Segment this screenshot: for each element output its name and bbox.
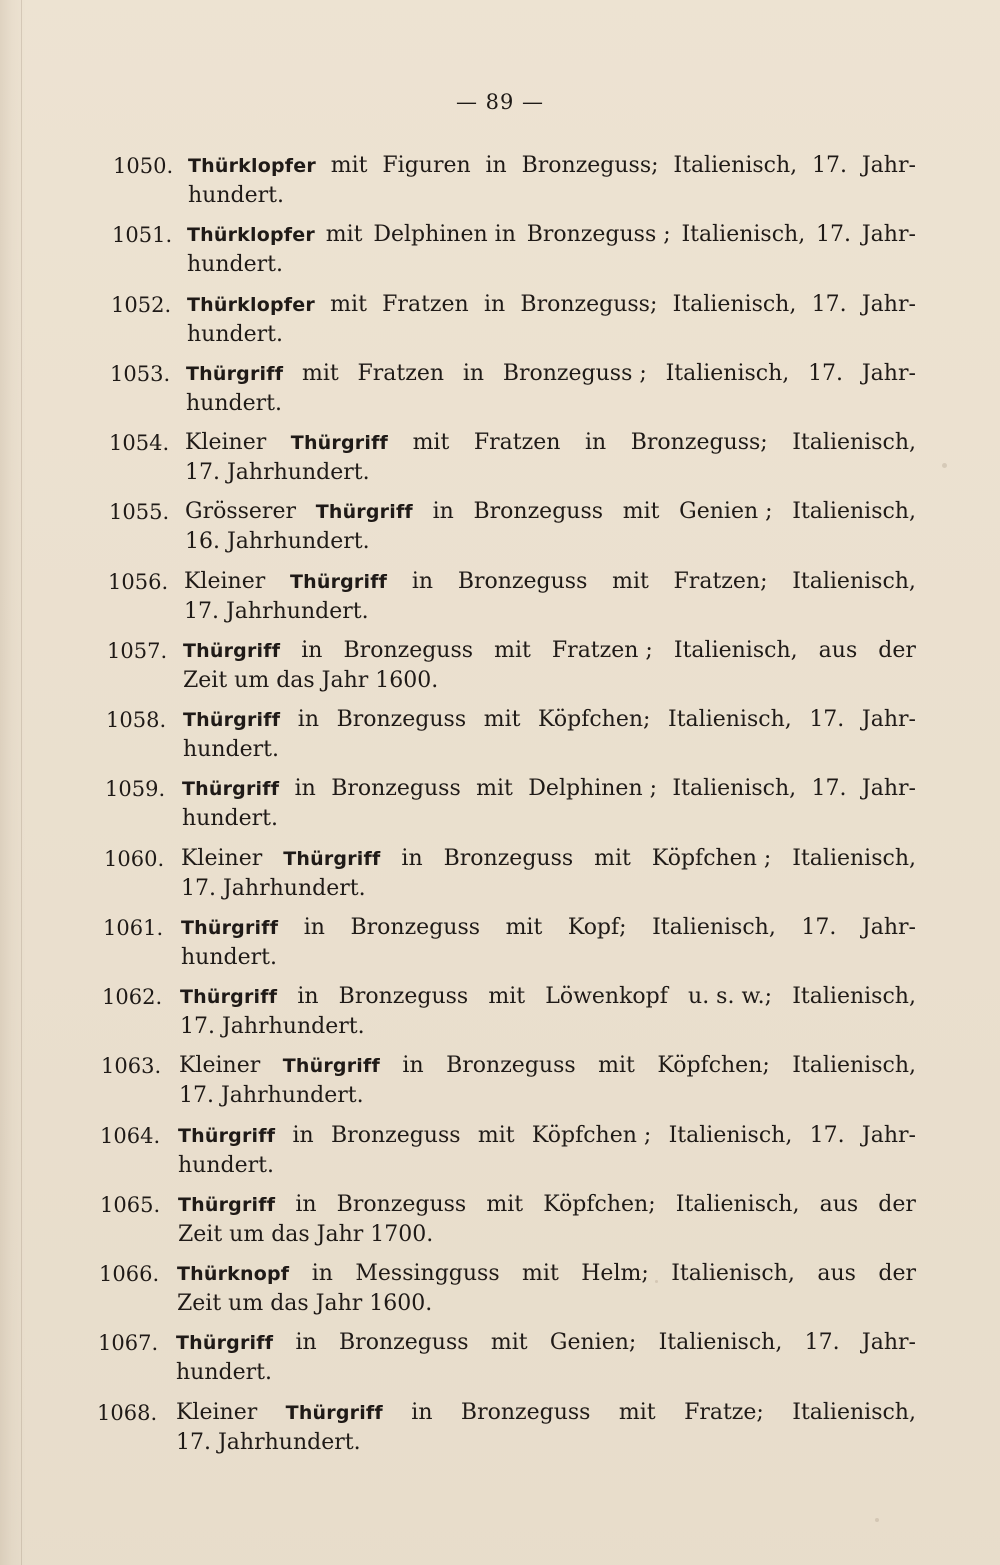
entry-word: der bbox=[878, 1261, 916, 1286]
entry-word: Jahr- bbox=[861, 153, 916, 178]
entry-number: 1060. bbox=[104, 847, 165, 871]
entry-word: in bbox=[402, 1053, 424, 1078]
entry-second-line: 17. Jahrhundert. bbox=[185, 460, 370, 485]
paper-spot bbox=[875, 1518, 879, 1522]
entry-first-line bbox=[182, 774, 916, 804]
entry-first-line bbox=[176, 1398, 916, 1428]
entry-word: in bbox=[295, 1330, 317, 1355]
catalogue-entry bbox=[0, 220, 1000, 284]
entry-word: mit bbox=[505, 915, 543, 940]
entry-word: in bbox=[483, 292, 506, 317]
entry-word: Fratzen bbox=[473, 430, 561, 455]
entry-number: 1062. bbox=[102, 985, 163, 1009]
entry-word: Fratzen bbox=[382, 292, 469, 317]
entry-word: in bbox=[401, 846, 423, 871]
entry-object-term: Thürgriff bbox=[178, 1125, 276, 1147]
entry-word: Bronzeguss bbox=[336, 1192, 467, 1217]
entry-word: 17. bbox=[816, 222, 852, 247]
entry-number: 1059. bbox=[105, 777, 166, 801]
entry-first-line bbox=[179, 1051, 916, 1081]
entry-word: Kopf; bbox=[567, 915, 627, 940]
entry-word: Bronzeguss ; bbox=[502, 361, 647, 386]
entry-word: Delphinen in bbox=[373, 222, 516, 247]
entry-second-line: hundert. bbox=[186, 391, 282, 416]
entry-word: Delphinen ; bbox=[528, 776, 658, 801]
entry-word: Italienisch, bbox=[652, 915, 776, 940]
entry-number: 1055. bbox=[109, 500, 170, 524]
catalogue-entry bbox=[0, 1398, 1000, 1462]
entry-second-line: 16. Jahrhundert. bbox=[185, 529, 370, 554]
entry-word: Genien ; bbox=[679, 499, 773, 524]
entry-object-term: Thürgriff bbox=[183, 709, 281, 731]
entry-word: Italienisch, bbox=[668, 1123, 793, 1148]
paper-spot bbox=[655, 1280, 658, 1283]
entry-word: Löwenkopf bbox=[545, 984, 668, 1009]
entry-first-line bbox=[184, 567, 916, 597]
entry-first-line bbox=[176, 1328, 916, 1358]
entry-word: Fratzen; bbox=[673, 569, 768, 594]
entry-word: Italienisch, bbox=[672, 292, 797, 317]
entry-word: 17. bbox=[804, 1330, 840, 1355]
entry-second-line: 17. Jahrhundert. bbox=[180, 1014, 365, 1039]
entry-object-term: Thürgriff bbox=[289, 571, 388, 593]
entry-number: 1052. bbox=[111, 293, 172, 317]
entry-word: Bronzeguss bbox=[443, 846, 574, 871]
entry-word: Kleiner bbox=[181, 846, 263, 871]
entry-number: 1061. bbox=[103, 916, 164, 940]
entry-word: Italienisch, bbox=[672, 776, 797, 801]
entry-word: Grösserer bbox=[185, 499, 296, 524]
entry-word: mit bbox=[598, 1053, 635, 1078]
entry-word: Bronzeguss bbox=[336, 707, 467, 732]
entry-word: Italienisch, bbox=[792, 499, 916, 524]
entry-first-line bbox=[178, 1190, 916, 1220]
entry-word: mit bbox=[612, 569, 649, 594]
entry-word: Messingguss bbox=[355, 1261, 500, 1286]
entry-second-line: hundert. bbox=[187, 322, 283, 347]
entry-word: Genien; bbox=[549, 1330, 637, 1355]
entry-first-line bbox=[181, 844, 916, 874]
catalogue-entry bbox=[0, 1121, 1000, 1185]
entry-word: Fratze; bbox=[684, 1400, 764, 1425]
entry-object-term: Thürklopfer bbox=[188, 155, 316, 177]
entry-word: Fratzen bbox=[357, 361, 445, 386]
entry-word: Jahr- bbox=[861, 915, 916, 940]
entry-word: in bbox=[301, 638, 323, 663]
entry-word: Bronzeguss bbox=[331, 1123, 461, 1148]
paper-spot bbox=[942, 463, 947, 468]
entry-word: Italienisch, bbox=[668, 707, 792, 732]
entry-word: mit bbox=[483, 707, 521, 732]
catalogue-entry bbox=[0, 290, 1000, 354]
entry-number: 1050. bbox=[113, 154, 174, 178]
entry-word: Italienisch, bbox=[671, 1261, 795, 1286]
catalogue-entry bbox=[0, 913, 1000, 977]
entry-word: in bbox=[297, 707, 319, 732]
entry-word: Jahr- bbox=[861, 1330, 916, 1355]
entry-word: Italienisch, bbox=[792, 984, 916, 1009]
entry-first-line bbox=[185, 428, 916, 458]
entry-second-line: hundert. bbox=[181, 945, 277, 970]
entry-word: 17. bbox=[809, 707, 845, 732]
entry-number: 1051. bbox=[112, 223, 173, 247]
entry-number: 1054. bbox=[109, 431, 170, 455]
entry-first-line bbox=[180, 982, 916, 1012]
entry-word: Italienisch, bbox=[792, 569, 916, 594]
entry-word: aus bbox=[817, 1261, 856, 1286]
entry-word: Bronzeguss bbox=[457, 569, 588, 594]
entry-object-term: Thürklopfer bbox=[187, 224, 315, 246]
entry-word: in bbox=[297, 984, 319, 1009]
entry-second-line: hundert. bbox=[178, 1153, 274, 1178]
entry-word: mit bbox=[494, 638, 531, 663]
entry-second-line: Zeit um das Jahr 1600. bbox=[177, 1291, 433, 1316]
entry-second-line: hundert. bbox=[176, 1360, 272, 1385]
catalogue-entry bbox=[0, 705, 1000, 769]
entry-object-term: Thürgriff bbox=[178, 1194, 276, 1216]
catalogue-entry bbox=[0, 636, 1000, 700]
entry-word: 17. bbox=[809, 1123, 845, 1148]
entry-word: mit bbox=[594, 846, 631, 871]
entry-number: 1063. bbox=[101, 1054, 162, 1078]
entry-word: Kleiner bbox=[176, 1400, 258, 1425]
catalogue-entry bbox=[0, 844, 1000, 908]
entry-word: Italienisch, bbox=[673, 638, 798, 663]
entry-number: 1056. bbox=[108, 570, 169, 594]
entry-word: in bbox=[303, 915, 325, 940]
entry-word: Kleiner bbox=[185, 430, 267, 455]
entry-word: in bbox=[294, 776, 316, 801]
entry-second-line: Zeit um das Jahr 1600. bbox=[183, 668, 439, 693]
entry-second-line: hundert. bbox=[183, 737, 279, 762]
entry-word: mit bbox=[330, 153, 368, 178]
entry-word: Kleiner bbox=[184, 569, 266, 594]
entry-word: Italienisch, bbox=[675, 1192, 800, 1217]
entry-word: Köpfchen; bbox=[538, 707, 651, 732]
entry-word: 17. bbox=[811, 292, 847, 317]
entry-word: Figuren bbox=[382, 153, 471, 178]
entry-object-term: Thürgriff bbox=[285, 1402, 383, 1424]
entry-word: der bbox=[878, 1192, 916, 1217]
entry-word: Italienisch, bbox=[665, 361, 790, 386]
entry-word: mit bbox=[325, 222, 363, 247]
entry-word: mit bbox=[488, 984, 526, 1009]
entry-word: 17. bbox=[811, 153, 847, 178]
entry-word: Bronzeguss bbox=[339, 1330, 469, 1355]
entry-number: 1067. bbox=[98, 1331, 159, 1355]
entry-word: aus bbox=[819, 1192, 859, 1217]
entry-word: Bronzeguss bbox=[331, 776, 461, 801]
entry-number: 1057. bbox=[107, 639, 168, 663]
catalogue-entry bbox=[0, 982, 1000, 1046]
entry-word: Bronzeguss bbox=[338, 984, 469, 1009]
entry-object-term: Thürgriff bbox=[182, 778, 280, 800]
entry-word: in bbox=[411, 569, 434, 594]
entry-word: 17. bbox=[811, 776, 847, 801]
entry-first-line bbox=[178, 1121, 916, 1151]
entry-word: aus bbox=[818, 638, 858, 663]
entry-word: in bbox=[311, 1261, 333, 1286]
entry-word: Bronzeguss bbox=[446, 1053, 576, 1078]
entry-word: mit bbox=[330, 292, 367, 317]
entry-word: Italienisch, bbox=[792, 846, 916, 871]
entry-number: 1064. bbox=[100, 1124, 161, 1148]
entry-word: in bbox=[432, 499, 454, 524]
catalogue-entry bbox=[0, 1328, 1000, 1392]
entry-word: in bbox=[584, 430, 607, 455]
entry-word: Jahr- bbox=[861, 361, 916, 386]
entry-word: mit bbox=[522, 1261, 559, 1286]
entry-object-term: Thürklopfer bbox=[187, 294, 315, 316]
entry-word: 17. bbox=[801, 915, 837, 940]
entry-second-line: 17. Jahrhundert. bbox=[179, 1083, 364, 1108]
entry-number: 1053. bbox=[110, 362, 171, 386]
entry-object-term: Thürgriff bbox=[186, 363, 284, 385]
catalogue-entry bbox=[0, 567, 1000, 631]
entry-first-line bbox=[188, 151, 916, 181]
entry-word: der bbox=[878, 638, 916, 663]
catalogue-entry bbox=[0, 1190, 1000, 1254]
entry-word: mit bbox=[622, 499, 660, 524]
catalogue-entry bbox=[0, 428, 1000, 492]
entry-word: mit bbox=[490, 1330, 528, 1355]
entry-object-term: Thürgriff bbox=[180, 986, 278, 1008]
entry-first-line bbox=[183, 636, 916, 666]
entry-word: mit bbox=[618, 1400, 656, 1425]
catalogue-entry bbox=[0, 1259, 1000, 1323]
entry-second-line: hundert. bbox=[187, 252, 283, 277]
entry-word: Jahr- bbox=[861, 292, 916, 317]
entry-word: Bronzeguss; bbox=[521, 153, 659, 178]
entry-word: Bronzeguss bbox=[473, 499, 604, 524]
entry-word: Italienisch, bbox=[681, 222, 806, 247]
page-number: — 89 — bbox=[455, 90, 545, 114]
catalogue-entry bbox=[0, 497, 1000, 561]
entry-word: Jahr- bbox=[861, 707, 916, 732]
entry-object-term: Thürgriff bbox=[283, 848, 381, 870]
entry-object-term: Thürgriff bbox=[181, 917, 279, 939]
entry-word: Bronzeguss bbox=[350, 915, 481, 940]
entry-word: Fratzen ; bbox=[551, 638, 653, 663]
entry-word: Bronzeguss ; bbox=[526, 222, 671, 247]
entry-object-term: Thürgriff bbox=[176, 1332, 274, 1354]
entry-second-line: 17. Jahrhundert. bbox=[184, 599, 369, 624]
entry-object-term: Thürgriff bbox=[282, 1055, 380, 1077]
entry-second-line: hundert. bbox=[188, 183, 284, 208]
entry-first-line bbox=[187, 290, 916, 320]
entry-word: mit bbox=[486, 1192, 524, 1217]
entry-number: 1068. bbox=[97, 1401, 158, 1425]
entry-object-term: Thürgriff bbox=[315, 501, 413, 523]
entry-first-line bbox=[185, 497, 916, 527]
entry-word: Italienisch, bbox=[792, 1400, 916, 1425]
entry-object-term: Thürknopf bbox=[177, 1263, 290, 1285]
entry-first-line bbox=[187, 220, 916, 250]
entry-word: Italienisch, bbox=[792, 1053, 916, 1078]
entry-word: in bbox=[295, 1192, 317, 1217]
entry-word: Italienisch, bbox=[658, 1330, 783, 1355]
entry-word: Bronzeguss bbox=[343, 638, 474, 663]
entry-word: Bronzeguss; bbox=[520, 292, 658, 317]
entry-word: in bbox=[485, 153, 507, 178]
catalogue-entry bbox=[0, 1051, 1000, 1115]
entry-word: Köpfchen; bbox=[657, 1053, 770, 1078]
entry-word: Bronzeguss; bbox=[630, 430, 768, 455]
entry-second-line: 17. Jahrhundert. bbox=[181, 876, 366, 901]
entry-word: mit bbox=[412, 430, 450, 455]
entry-word: Helm; bbox=[581, 1261, 649, 1286]
entry-object-term: Thürgriff bbox=[183, 640, 281, 662]
entry-word: mit bbox=[477, 1123, 515, 1148]
entry-first-line bbox=[177, 1259, 916, 1289]
entry-first-line bbox=[183, 705, 916, 735]
entry-second-line: 17. Jahrhundert. bbox=[176, 1430, 361, 1455]
entry-word: Köpfchen ; bbox=[531, 1123, 652, 1148]
entry-second-line: Zeit um das Jahr 1700. bbox=[178, 1222, 434, 1247]
entry-word: Jahr- bbox=[861, 776, 916, 801]
entry-word: Bronzeguss bbox=[460, 1400, 591, 1425]
entry-word: Köpfchen ; bbox=[651, 846, 772, 871]
entry-second-line: hundert. bbox=[182, 806, 278, 831]
entry-word: Italienisch, bbox=[673, 153, 798, 178]
entry-word: mit bbox=[476, 776, 513, 801]
entry-word: Kleiner bbox=[179, 1053, 261, 1078]
entry-word: 17. bbox=[808, 361, 844, 386]
entry-word: u. s. w.; bbox=[688, 984, 773, 1009]
entry-first-line bbox=[186, 359, 916, 389]
catalogue-entry bbox=[0, 359, 1000, 423]
entry-object-term: Thürgriff bbox=[290, 432, 388, 454]
catalogue-entry bbox=[0, 774, 1000, 838]
entry-number: 1066. bbox=[99, 1262, 160, 1286]
entry-number: 1065. bbox=[100, 1193, 161, 1217]
entry-word: Jahr- bbox=[861, 1123, 916, 1148]
entry-word: Köpfchen; bbox=[543, 1192, 656, 1217]
entry-word: Italienisch, bbox=[792, 430, 916, 455]
entry-number: 1058. bbox=[106, 708, 167, 732]
entry-word: in bbox=[292, 1123, 314, 1148]
entry-word: in bbox=[462, 361, 485, 386]
catalogue-entry bbox=[0, 151, 1000, 215]
entry-word: mit bbox=[301, 361, 339, 386]
entry-word: Jahr- bbox=[861, 222, 916, 247]
entry-word: in bbox=[411, 1400, 433, 1425]
entry-first-line bbox=[181, 913, 916, 943]
